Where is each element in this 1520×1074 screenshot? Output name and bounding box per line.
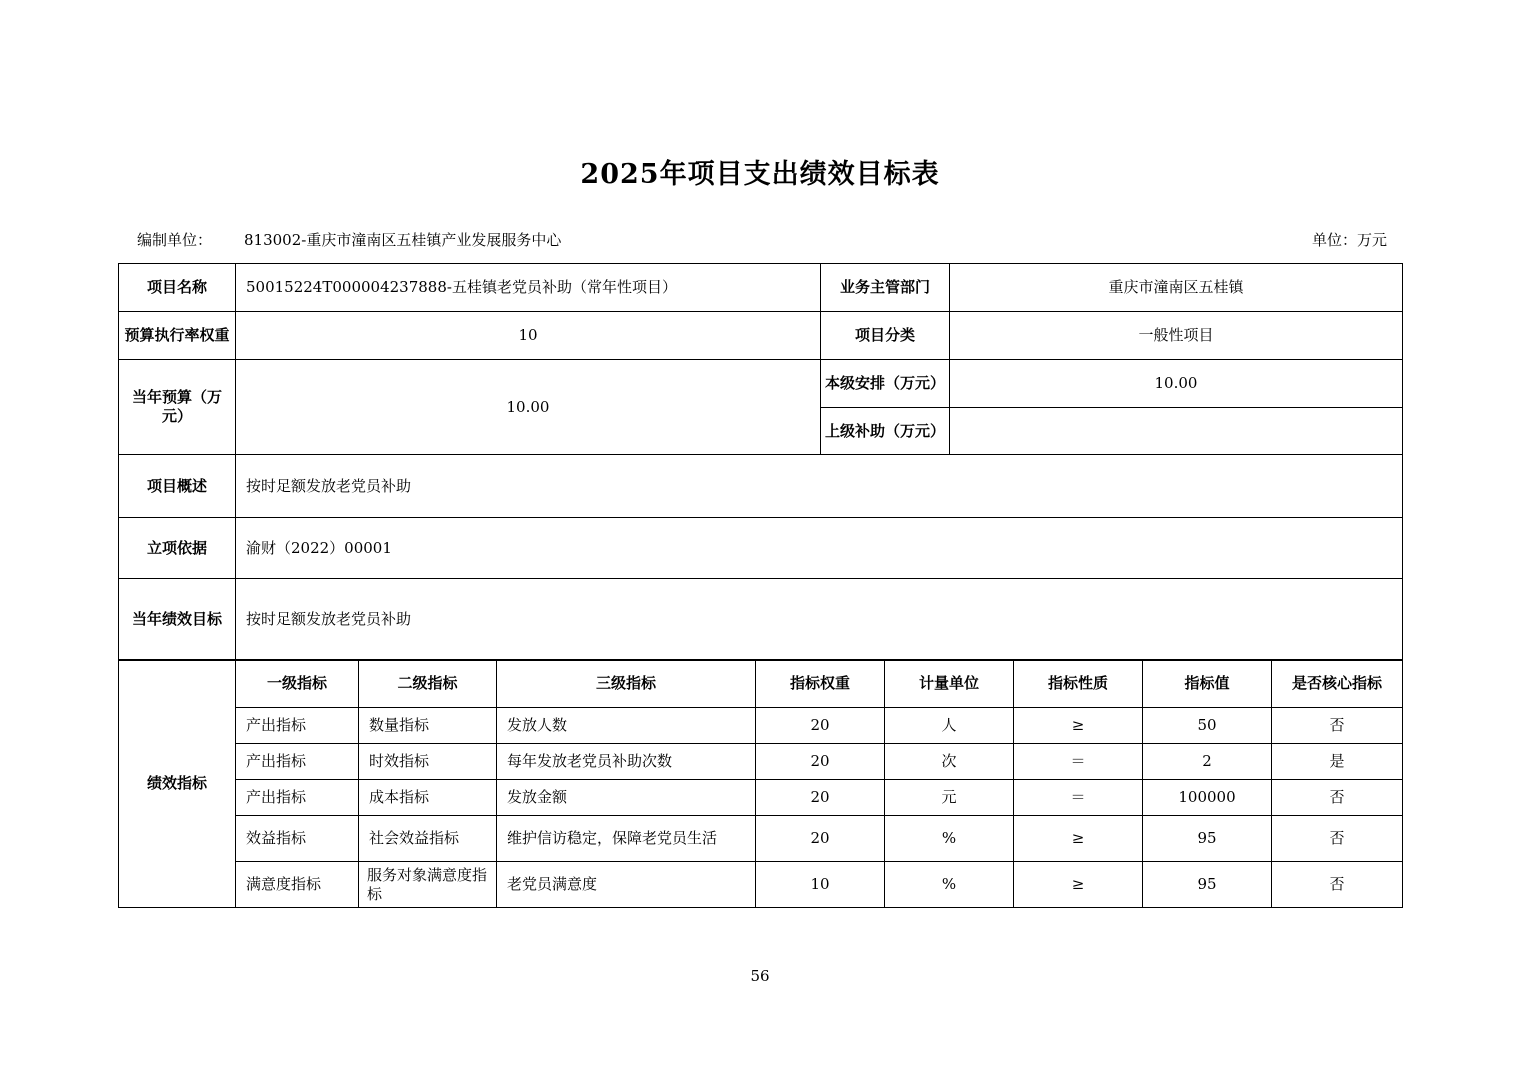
dept-label: 业务主管部门: [821, 264, 950, 312]
nature-cell: ≥: [1014, 862, 1143, 908]
level2-cell: 社会效益指标: [359, 816, 497, 862]
nature-cell: ＝: [1014, 744, 1143, 780]
col-header: 指标权重: [756, 660, 885, 708]
project-name-label: 项目名称: [119, 264, 236, 312]
budget-value: 10.00: [236, 360, 821, 455]
level3-cell: 发放人数: [497, 708, 756, 744]
level1-cell: 产出指标: [236, 780, 359, 816]
col-header: 一级指标: [236, 660, 359, 708]
unit-cell: %: [885, 816, 1014, 862]
core-cell: 否: [1272, 862, 1403, 908]
local-value: 10.00: [950, 360, 1403, 408]
level3-cell: 每年发放老党员补助次数: [497, 744, 756, 780]
exec-weight-value: 10: [236, 312, 821, 360]
value-cell: 95: [1143, 816, 1272, 862]
nature-cell: ≥: [1014, 708, 1143, 744]
level3-cell: 老党员满意度: [497, 862, 756, 908]
goal-value: 按时足额发放老党员补助: [236, 579, 1403, 661]
goal-label: 当年绩效目标: [119, 579, 236, 661]
value-cell: 50: [1143, 708, 1272, 744]
unit-cell: 次: [885, 744, 1014, 780]
table-row: [119, 780, 1403, 816]
project-name-value: 50015224T000004237888-五桂镇老党员补助（常年性项目）: [236, 264, 821, 312]
table-row: [119, 744, 1403, 780]
col-header: 二级指标: [359, 660, 497, 708]
unit-value: 813002-重庆市潼南区五桂镇产业发展服务中心: [244, 231, 562, 249]
table-row: [119, 816, 1403, 862]
level3-cell: 维护信访稳定，保障老党员生活: [497, 816, 756, 862]
level2-cell: 时效指标: [359, 744, 497, 780]
col-header: 指标值: [1143, 660, 1272, 708]
nature-cell: ＝: [1014, 780, 1143, 816]
category-label: 项目分类: [821, 312, 950, 360]
upper-label: 上级补助（万元）: [821, 408, 950, 455]
perf-label: 绩效指标: [119, 660, 236, 908]
weight-cell: 20: [756, 708, 885, 744]
exec-weight-label: 预算执行率权重: [119, 312, 236, 360]
weight-cell: 20: [756, 780, 885, 816]
unit-label: 编制单位：: [137, 231, 213, 249]
value-cell: 2: [1143, 744, 1272, 780]
level2-cell: 成本指标: [359, 780, 497, 816]
table-row: [119, 708, 1403, 744]
col-header: 指标性质: [1014, 660, 1143, 708]
budget-label: 当年预算（万元）: [119, 360, 236, 455]
weight-cell: 20: [756, 816, 885, 862]
level1-cell: 满意度指标: [236, 862, 359, 908]
core-cell: 否: [1272, 816, 1403, 862]
col-header: 计量单位: [885, 660, 1014, 708]
level1-cell: 效益指标: [236, 816, 359, 862]
col-header: 三级指标: [497, 660, 756, 708]
level3-cell: 发放金额: [497, 780, 756, 816]
page-number: 56: [750, 967, 770, 985]
value-cell: 95: [1143, 862, 1272, 908]
info-table: [118, 263, 1403, 661]
local-label: 本级安排（万元）: [821, 360, 950, 408]
category-value: 一般性项目: [950, 312, 1403, 360]
weight-cell: 10: [756, 862, 885, 908]
unit-cell: 元: [885, 780, 1014, 816]
upper-value: [950, 408, 1403, 455]
basis-label: 立项依据: [119, 518, 236, 579]
dept-value: 重庆市潼南区五桂镇: [950, 264, 1403, 312]
overview-label: 项目概述: [119, 455, 236, 518]
unit-cell: %: [885, 862, 1014, 908]
table-row: [119, 862, 1403, 908]
unit-cell: 人: [885, 708, 1014, 744]
weight-cell: 20: [756, 744, 885, 780]
level2-cell: 服务对象满意度指标: [359, 862, 497, 908]
level1-cell: 产出指标: [236, 744, 359, 780]
page-title: 2025年项目支出绩效目标表: [580, 159, 940, 190]
core-cell: 是: [1272, 744, 1403, 780]
value-cell: 100000: [1143, 780, 1272, 816]
level2-cell: 数量指标: [359, 708, 497, 744]
indicators-table: [118, 659, 1403, 908]
col-header: 是否核心指标: [1272, 660, 1403, 708]
overview-value: 按时足额发放老党员补助: [236, 455, 1403, 518]
currency-unit: 单位：万元: [1312, 231, 1388, 249]
basis-value: 渝财（2022）00001: [236, 518, 1403, 579]
nature-cell: ≥: [1014, 816, 1143, 862]
core-cell: 否: [1272, 780, 1403, 816]
core-cell: 否: [1272, 708, 1403, 744]
level1-cell: 产出指标: [236, 708, 359, 744]
